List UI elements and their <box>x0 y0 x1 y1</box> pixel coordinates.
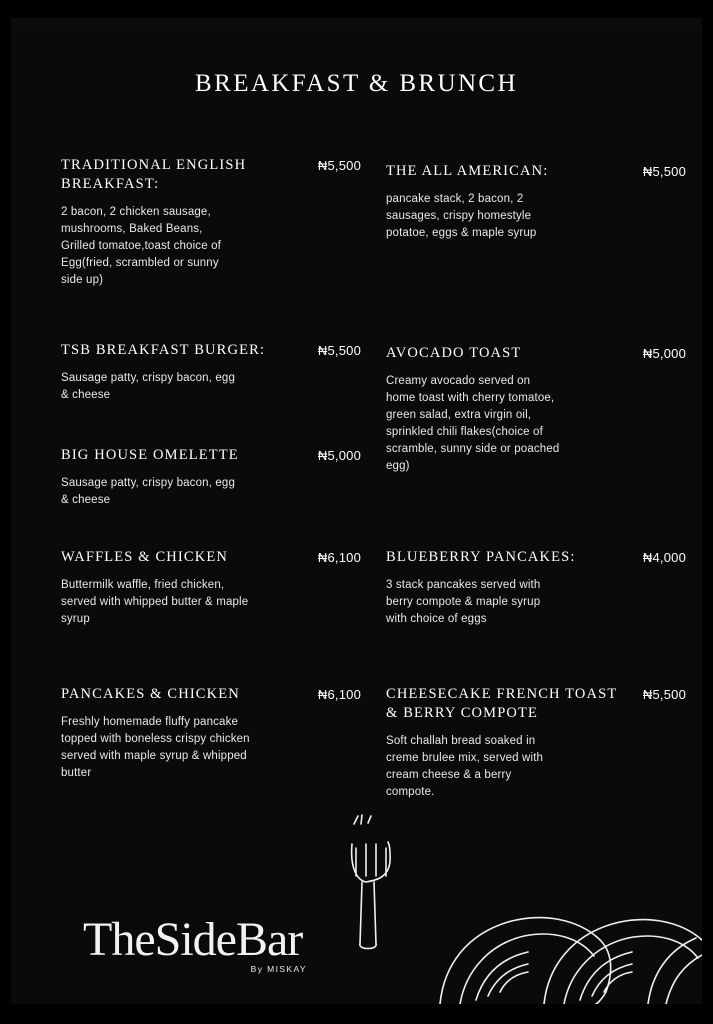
menu-item-header <box>61 156 361 194</box>
menu-item-name: BIG HOUSE OMELETTE <box>61 447 239 463</box>
menu-item-header <box>386 548 686 567</box>
menu-item-description: Freshly homemade fluffy pancake topped with boneless crispy chicken served with maple syrup & whipped butter <box>61 716 250 779</box>
menu-item-name: BLUEBERRY PANCAKES: <box>386 549 576 565</box>
menu-item-header <box>61 446 361 465</box>
menu-item-name: CHEESECAKE FRENCH TOAST & BERRY COMPOTE <box>386 686 618 721</box>
menu-item-description: pancake stack, 2 bacon, 2 sausages, crispy homestyle potatoe, eggs & maple syrup <box>386 193 537 239</box>
menu-item-description: Soft challah bread soaked in creme brulee mix, served with cream cheese & a berry compote. <box>386 735 544 798</box>
page-border-left <box>0 0 11 1024</box>
menu-item-description: 2 bacon, 2 chicken sausage, mushrooms, Baked Beans, Grilled tomatoe,toast choice of Egg(fried, scrambled or sunny side up) <box>61 206 221 286</box>
menu-sheet <box>11 26 702 1004</box>
menu-item-header <box>386 162 686 181</box>
menu-item-header <box>61 548 361 567</box>
menu-item-name: THE ALL AMERICAN: <box>386 163 549 179</box>
menu-item-price: ₦5,500 <box>317 343 361 358</box>
menu-item-description: Buttermilk waffle, fried chicken, served with whipped butter & maple syrup <box>61 579 249 625</box>
brand-byline: By MISKAY <box>250 964 307 974</box>
menu-item <box>61 156 361 289</box>
menu-item <box>61 548 361 628</box>
menu-item <box>386 162 686 242</box>
menu-item-price: ₦4,000 <box>642 550 686 565</box>
menu-item-description: 3 stack pancakes served with berry compote & maple syrup with choice of eggs <box>386 579 541 625</box>
brand-name: TheSideBar <box>83 913 303 966</box>
menu-item-price: ₦6,100 <box>317 687 361 702</box>
menu-item-name: TRADITIONAL ENGLISH BREAKFAST: <box>61 157 247 192</box>
menu-item-name: AVOCADO TOAST <box>386 345 522 361</box>
menu-item <box>61 341 361 404</box>
menu-item-header <box>61 341 361 360</box>
page-border-right <box>702 0 713 1024</box>
menu-item <box>386 548 686 628</box>
menu-item-name: TSB BREAKFAST BURGER: <box>61 342 266 358</box>
menu-item-price: ₦5,000 <box>317 448 361 463</box>
menu-item-description: Sausage patty, crispy bacon, egg & cheese <box>61 477 235 506</box>
menu-item-price: ₦5,000 <box>642 346 686 361</box>
menu-item-price: ₦5,500 <box>642 164 686 179</box>
fork-and-bacon-illustration <box>348 814 702 1004</box>
menu-item-description: Sausage patty, crispy bacon, egg & cheese <box>61 372 235 401</box>
menu-item <box>61 446 361 509</box>
menu-item-header <box>386 344 686 363</box>
menu-item-header <box>386 685 686 723</box>
menu-item-header <box>61 685 361 704</box>
brand-logo <box>83 912 313 974</box>
menu-item-price: ₦6,100 <box>317 550 361 565</box>
page-border-top <box>0 0 713 18</box>
page-title: BREAKFAST & BRUNCH <box>195 70 518 97</box>
menu-item-price: ₦5,500 <box>317 158 361 173</box>
menu-item-name: PANCAKES & CHICKEN <box>61 686 240 702</box>
page-border-bottom <box>0 1004 713 1024</box>
menu-item-description: Creamy avocado served on home toast with cherry tomatoe, green salad, extra virgin oil, sprinkled chili flakes(choice of scramble, sunny side or poached egg) <box>386 375 560 472</box>
menu-item <box>386 344 686 475</box>
menu-item <box>386 685 686 801</box>
menu-item-price: ₦5,500 <box>642 687 686 702</box>
menu-item-name: WAFFLES & CHICKEN <box>61 549 228 565</box>
menu-item <box>61 685 361 782</box>
